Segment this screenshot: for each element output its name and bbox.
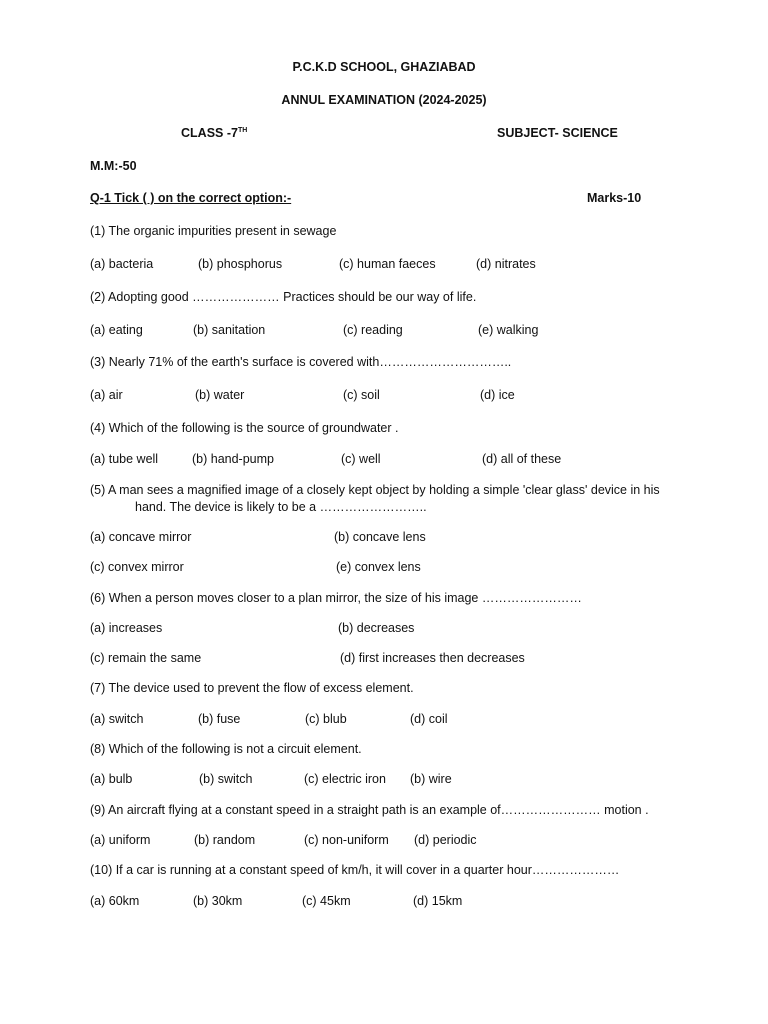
q5-option-d[interactable]: (e) convex lens (336, 560, 421, 574)
q7-option-a[interactable]: (a) switch (90, 712, 144, 726)
q1-option-c[interactable]: (c) human faeces (339, 257, 436, 271)
q5-option-b[interactable]: (b) concave lens (334, 530, 426, 544)
max-marks: M.M:-50 (90, 159, 137, 173)
question-9: (9) An aircraft flying at a constant speed in a straight path is an example of…………………… motion . (90, 803, 649, 817)
q6-option-a[interactable]: (a) increases (90, 621, 163, 635)
question-3: (3) Nearly 71% of the earth's surface is covered with………………………….. (90, 355, 512, 369)
question-4: (4) Which of the following is the source of groundwater . (90, 421, 399, 435)
q9-option-c[interactable]: (c) non-uniform (304, 833, 389, 847)
q3-option-c[interactable]: (c) soil (343, 388, 380, 402)
q1-option-b[interactable]: (b) phosphorus (198, 257, 283, 271)
q8-option-a[interactable]: (a) bulb (90, 772, 133, 786)
q7-option-d[interactable]: (d) coil (410, 712, 448, 726)
q4-option-b[interactable]: (b) hand-pump (192, 452, 274, 466)
question-5: (5) A man sees a magnified image of a closely kept object by holding a simple 'clear glass' device in his (90, 483, 660, 497)
question-5-line-2: hand. The device is likely to be a …………………….. (135, 500, 427, 514)
exam-title: ANNUL EXAMINATION (2024-2025) (281, 93, 487, 107)
q6-option-c[interactable]: (c) remain the same (90, 651, 202, 665)
q3-option-d[interactable]: (d) ice (480, 388, 515, 402)
q4-option-a[interactable]: (a) tube well (90, 452, 159, 466)
q8-option-b[interactable]: (b) switch (199, 772, 253, 786)
q2-option-b[interactable]: (b) sanitation (193, 323, 266, 337)
q6-option-d[interactable]: (d) first increases then decreases (340, 651, 525, 665)
q9-option-b[interactable]: (b) random (194, 833, 256, 847)
question-1: (1) The organic impurities present in sewage (90, 224, 337, 238)
q5-option-a[interactable]: (a) concave mirror (90, 530, 192, 544)
q8-option-d[interactable]: (b) wire (410, 772, 452, 786)
q10-option-c[interactable]: (c) 45km (302, 894, 351, 908)
q9-option-a[interactable]: (a) uniform (90, 833, 151, 847)
question-10: (10) If a car is running at a constant speed of km/h, it will cover in a quarter hour………………… (90, 863, 620, 877)
class-superscript: TH (237, 127, 248, 134)
question-7: (7) The device used to prevent the flow of excess element. (90, 681, 414, 695)
q4-option-c[interactable]: (c) well (341, 452, 381, 466)
section-marks: Marks-10 (587, 191, 642, 205)
q4-option-d[interactable]: (d) all of these (482, 452, 562, 466)
q3-option-b[interactable]: (b) water (195, 388, 245, 402)
question-2: (2) Adopting good ………………… Practices should be our way of life. (90, 290, 477, 304)
q7-option-c[interactable]: (c) blub (305, 712, 347, 726)
q8-option-c[interactable]: (c) electric iron (304, 772, 386, 786)
question-8: (8) Which of the following is not a circuit element. (90, 742, 362, 756)
q2-option-d[interactable]: (e) walking (478, 323, 539, 337)
class-label (181, 125, 247, 141)
section-title: Q-1 Tick ( ) on the correct option:- (90, 191, 292, 205)
q10-option-b[interactable]: (b) 30km (193, 894, 243, 908)
q1-option-a[interactable]: (a) bacteria (90, 257, 154, 271)
q10-option-d[interactable]: (d) 15km (413, 894, 463, 908)
q3-option-a[interactable]: (a) air (90, 388, 123, 402)
q10-option-a[interactable]: (a) 60km (90, 894, 140, 908)
q5-option-c[interactable]: (c) convex mirror (90, 560, 184, 574)
q2-option-a[interactable]: (a) eating (90, 323, 143, 337)
question-6: (6) When a person moves closer to a plan mirror, the size of his image …………………… (90, 591, 582, 605)
q2-option-c[interactable]: (c) reading (343, 323, 403, 337)
q6-option-b[interactable]: (b) decreases (338, 621, 415, 635)
q1-option-d[interactable]: (d) nitrates (476, 257, 536, 271)
class-text: CLASS -7 (181, 126, 238, 140)
q9-option-d[interactable]: (d) periodic (414, 833, 477, 847)
subject-label: SUBJECT- SCIENCE (497, 126, 618, 140)
q7-option-b[interactable]: (b) fuse (198, 712, 241, 726)
school-name: P.C.K.D SCHOOL, GHAZIABAD (292, 60, 476, 74)
question-5-continued (90, 499, 427, 515)
